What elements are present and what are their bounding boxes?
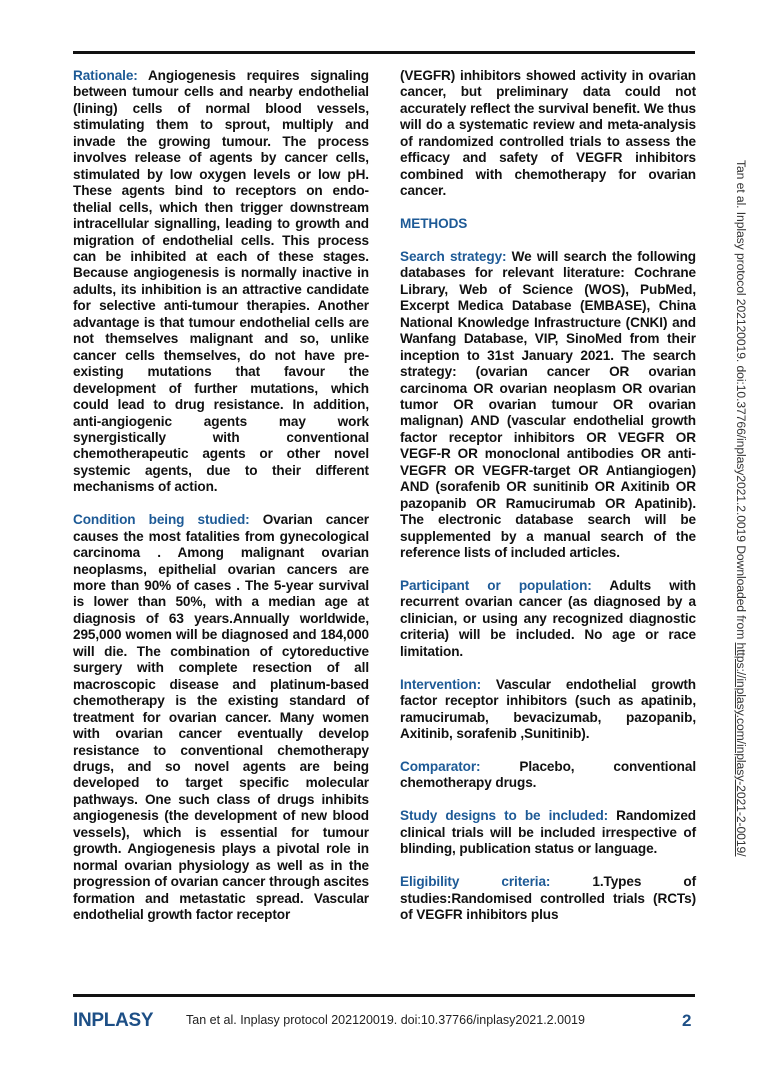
search-strategy-label: Search strategy: (400, 248, 507, 264)
methods-heading: METHODS (400, 216, 468, 232)
footer-brand-logo: INPLASY (73, 1010, 154, 1031)
header-rule (73, 51, 695, 54)
participant-paragraph (400, 578, 696, 660)
eligibility-label: Eligibility criteria: (400, 874, 551, 890)
comparator-label: Comparator: (400, 758, 481, 774)
comparator-text: Placebo, conventional chemotherapy drugs. (400, 758, 696, 791)
side-note-text: Tan et al. Inplasy protocol 202120019. doi:10.37766/inplasy2021.2.0019 Downloaded from (734, 160, 748, 643)
right-column (400, 68, 696, 940)
intervention-text: Vascular endothelial growth factor receptor inhibitors (such as apatinib, ramucirumab, bevacizumab, pazopanib, Axitinib, sorafenib ,Sunitinib). (400, 676, 696, 742)
study-designs-text: Randomized clinical trials will be included irrespective of blinding, publication status or language. (400, 808, 696, 857)
condition-label: Condition being studied: (73, 512, 250, 528)
intervention-label: Intervention: (400, 676, 482, 692)
intervention-paragraph (400, 677, 696, 743)
footer-rule (73, 994, 695, 997)
eligibility-text: 1.Types of studies:Randomised controlled trials (RCTs) of VEGFR inhibitors plus (400, 874, 696, 922)
search-strategy-paragraph (400, 249, 696, 562)
page-number: 2 (682, 1011, 692, 1030)
participant-label: Participant or population: (400, 578, 592, 593)
eligibility-paragraph (400, 874, 696, 923)
participant-text: Adults with recurrent ovarian cancer (as diagnosed by a clinician, or using any recognized diagnostic criteria) will be included. No age or race limitation. (400, 578, 696, 659)
side-download-note (734, 160, 748, 856)
study-designs-paragraph (400, 808, 696, 857)
left-column (73, 68, 369, 940)
search-strategy-text: We will search the following databases for relevant literature: Cochrane Library, Web of Science (WOS), PubMed, Excerpt Medica Database (EMBASE), China National Knowledge Infrastructure (CNKI) and Wanfang Database, VIP, SinoMed from their inception to 31st January 2021. The search strategy: (ovarian cancer OR ovarian carcinoma OR ovarian neoplasm OR ovarian tumor OR ovarian tumour OR ovarian malignan) AND (vascular endothelial growth factor receptor inhibitors OR VEGFR OR VEGF-R OR monoclonal antibodies OR anti-VEGFR OR VEGFR-target OR Antiangiogen) AND (sorafenib OR sunitinib OR Axitinib OR pazopanib OR Ramucirumab OR Apatinib). The electronic database search will be supplemented by a manual search of the reference lists of included articles. (400, 248, 697, 561)
rationale-label: Rationale: (73, 68, 138, 83)
continuation-paragraph: (VEGFR) inhibitors showed activity in ovarian cancer, but preliminary data could not accurately reflect the survival benefit. We thus will do a systematic review and meta-analysis of randomized controlled trials to assess the efficacy and safety of VEGFR inhibitors combined with chemotherapy for ovarian cancer. (400, 68, 696, 199)
footer-citation: Tan et al. Inplasy protocol 202120019. doi:10.37766/inplasy2021.2.0019 (186, 1013, 585, 1027)
condition-paragraph (73, 512, 369, 923)
condition-text: Ovarian cancer causes the most fatalities from gynecological carcinoma . Among malignant ovarian neoplasms, epithelial ovarian cancers are more than 90% of cases . The 5-year survival is lower than 50%, with a median age at diagnosis of 63 years.Annually worldwide, 295,000 women will be diagnosed and 184,000 will die. The combination of cytoreductive surgery with complete resection of all macroscopic disease and platinum-based chemotherapy is the existing standard of treatment for ovarian cancer. Many women with ovarian cancer eventually develop resistance to conventional chemotherapy drugs, and so novel agents are being developed to target specific molecular pathways. One such class of drugs inhibits angiogenesis (the development of new blood vessels), which is essential for tumour growth. Angiogenesis plays a pivotal role in normal ovarian physiology as well as in the progression of ovarian cancer through ascites formation and metastatic spread. Vascular endothelial growth factor receptor (73, 512, 369, 923)
comparator-paragraph (400, 759, 696, 792)
rationale-paragraph (73, 68, 369, 496)
rationale-text: Angiogenesis requires signaling between tumour cells and nearby endothelial (lining) cells of normal blood vessels, stimulating them to sprout, multiply and invade the growing tumour. The process involves release of agents by cancer cells, stimulated by low oxygen levels or low pH. These agents bind to receptors on endo-thelial cells, which then trigger downstream intracellular signalling, leading to growth and migration of endothelial cells. This process can be inhibited at each of these stages. Because angiogenesis is normally inactive in adults, its inhibition is an attractive candidate for selective anti-tumour therapies. Another advantage is that tumour endothelial cells are not themselves malignant and so, unlike cancer cells themselves, do not have pre-existing mutations that favour the development of further mutations, which could lead to drug resistance. In addition, anti-angiogenic agents may work synergistically with conventional chemotherapeutic agents or other novel systemic agents, due to their different mechanisms of action. (73, 68, 369, 495)
side-note-link[interactable]: https://inplasy.com/inplasy-2021-2-0019/ (734, 642, 748, 857)
study-designs-label: Study designs to be included: (400, 808, 609, 824)
